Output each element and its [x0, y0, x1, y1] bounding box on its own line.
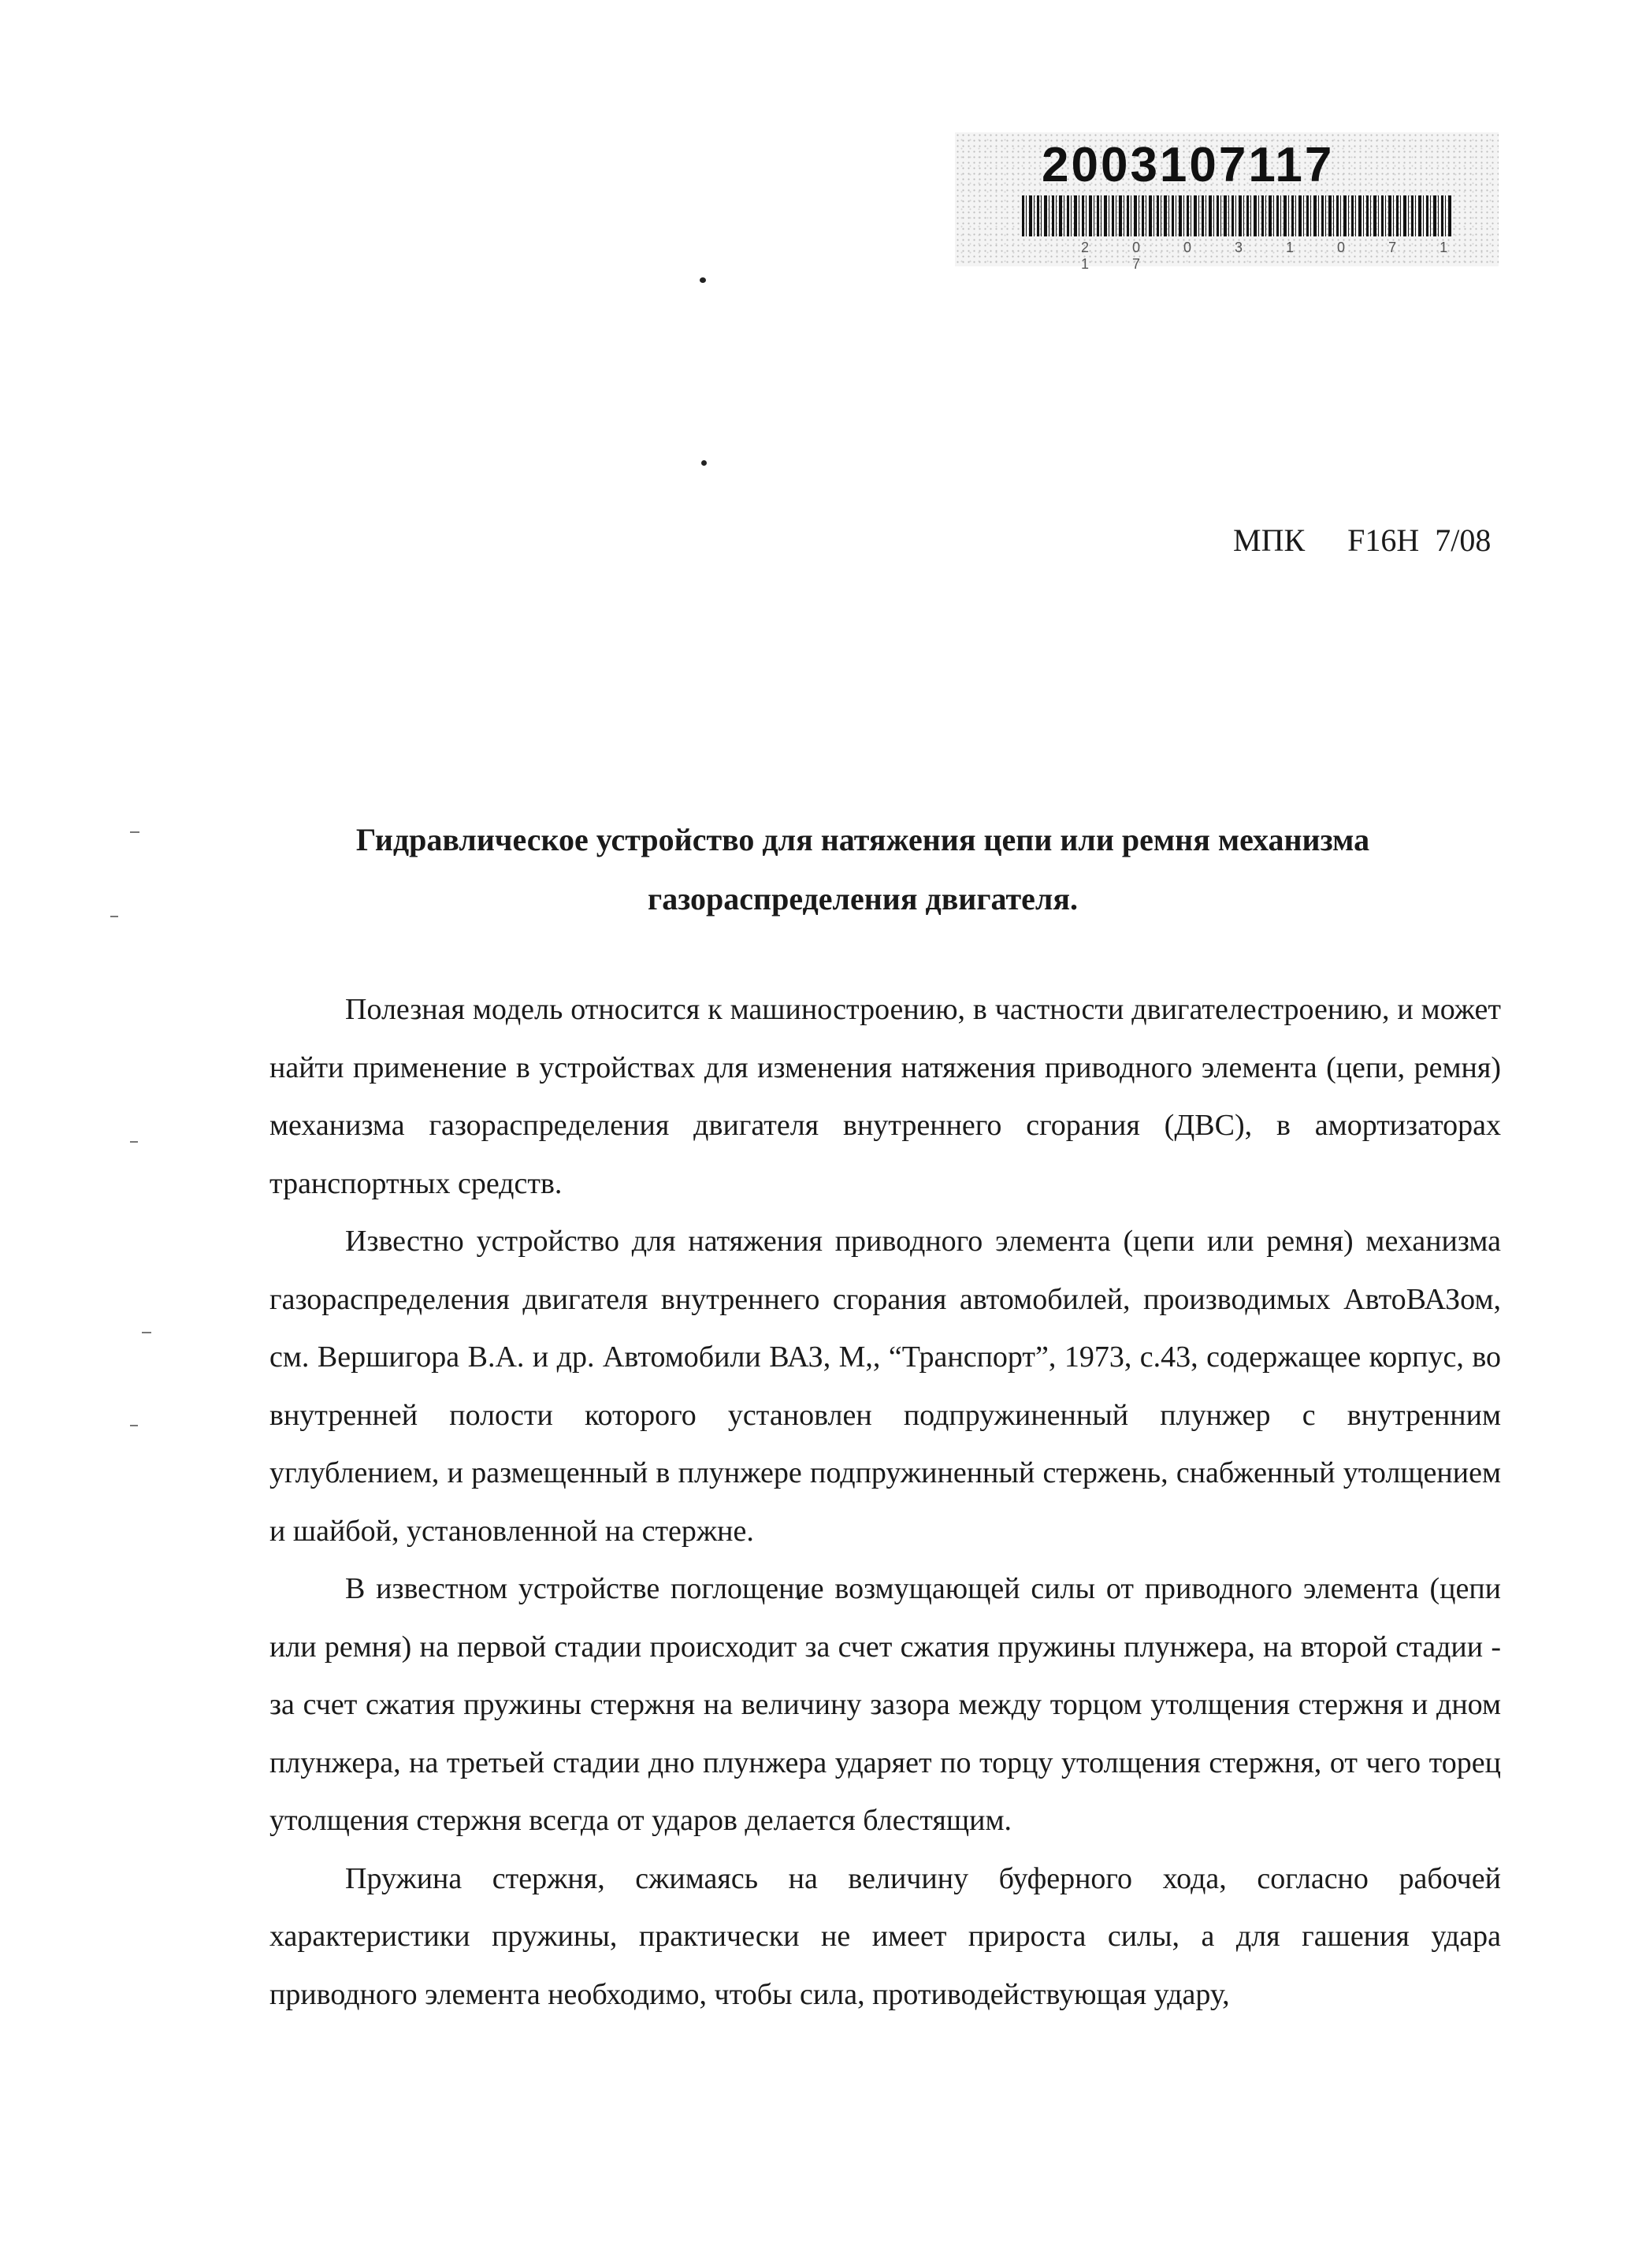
scan-mark	[142, 1332, 151, 1333]
paragraph: Пружина стержня, сжимаясь на величину буферного хода, согласно рабочей характеристики пружины, практически не имеет прироста силы, а для гашения удара приводного элемента необходимо, чтобы сила, противодействующая удару,	[269, 1861, 1501, 2011]
scan-mark	[130, 831, 139, 833]
paragraph: Полезная модель относится к машиностроению, в частности двигателестроению, и может найти применение в устройствах для изменения натяжения приводного элемента (цепи, ремня) механизма газораспределения двигателя внутреннего сгорания (ДВС), в амортизаторах транспортных средств.	[269, 993, 1501, 1200]
barcode-digits: 2 0 0 3 1 0 7 1 1 7	[1081, 240, 1468, 272]
scan-mark	[110, 916, 118, 917]
scan-speck	[700, 277, 706, 283]
ipc-code: F16H 7/08	[1347, 522, 1492, 558]
document-title: Гидравлическое устройство для натяжения цепи или ремня механизма газораспределения двигателя.	[355, 822, 1370, 916]
scan-mark	[130, 1425, 138, 1426]
ipc-label: МПК	[1233, 522, 1306, 558]
scan-speck	[701, 460, 707, 466]
paragraph: В известном устройстве поглощение возмущающей силы от приводного элемента (цепи или ремня) на первой стадии происходит за счет сжатия пружины плунжера, на второй стадии - за счет сжатия пружины стержня на величину зазора между торцом утолщения стержня и дном плунжера, на третьей стадии дно плунжера ударяет по торцу утолщения стержня, от чего торец утолщения стержня всегда от ударов делается блестящим.	[269, 1572, 1501, 1837]
document-body	[269, 981, 1501, 2024]
paragraph: Известно устройство для натяжения приводного элемента (цепи или ремня) механизма газораспределения двигателя внутреннего сгорания автомобилей, производимых АвтоВАЗом, см. Вершигора В.А. и др. Автомобили ВАЗ, М,, “Транспорт”, 1973, с.43, содержащее корпус, во внутренней полости которого установлен подпружиненный плунжер с внутренним углублением, и размещенный в плунжере подпружиненный стержень, снабженный утолщением и шайбой, установленной на стержне.	[269, 1225, 1501, 1548]
application-number: 2003107117	[1042, 138, 1335, 192]
scan-mark	[130, 1141, 138, 1143]
barcode-stamp	[955, 132, 1499, 272]
ipc-classification	[1233, 522, 1491, 559]
barcode-icon	[1022, 195, 1451, 236]
